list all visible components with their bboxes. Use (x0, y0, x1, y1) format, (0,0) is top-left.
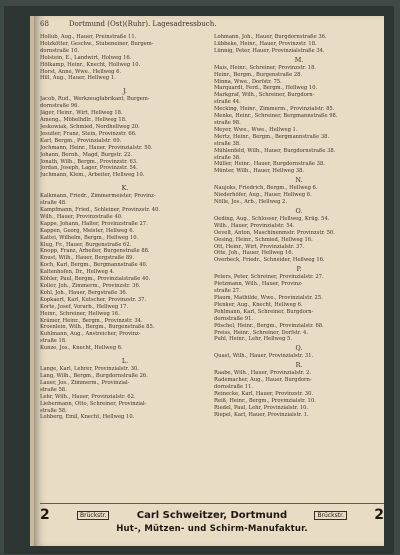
directory-entry: Müller, Heinr., Hauer, Burgdornstraße 38. (214, 161, 325, 168)
directory-entry: Kuhlmann, Aug., Anstreicher, Provinz- (40, 331, 141, 338)
directory-entry: Riepel, Karl, Hauer, Provinzialstr. 1. (214, 411, 309, 418)
section-letter: L. (121, 357, 129, 366)
directory-entry: straße 58. (40, 407, 67, 414)
directory-entry: Oesing, Heinr., Schmied, Hellweg 16. (214, 236, 313, 243)
section-letter: Q. (295, 344, 303, 353)
directory-entry: Meyer, Wwe., Wwe., Hellweg 1. (214, 126, 298, 133)
directory-entry: Liebermann, Otto, Schreiner, Provinzial- (40, 400, 147, 407)
directory-entry: Oevelt, Anton, Maschinenmstr. Provinzstr. 50. (214, 229, 335, 236)
directory-entry: Koller, Joh., Zimmerm., Provinzstr. 36. (40, 283, 141, 289)
section-letter: J. (122, 87, 128, 96)
directory-entry: Mertz, Heinr., Bergm., Bergmannstraße 38. (214, 133, 330, 140)
directory-entry: Lang, Wilh., Bergm., Burgdornstraße 26. (40, 372, 148, 379)
directory-entry: Otte, Joh., Hauer, Hellweg 16. (214, 250, 294, 257)
directory-entry: Heinr., Schreiner, Hellweg 16. (40, 310, 120, 317)
ad-left-number: 2 (40, 507, 50, 523)
directory-entry: Jäger, Heinr., Wirt, Hellweg 18. (40, 110, 123, 117)
directory-entry: Lehr, Wilh., Hauer, Provinzialstr. 62. (40, 393, 136, 400)
directory-entry: Quast, Wilh., Hauer, Provinzialstr. 31. (214, 353, 314, 360)
section-letter: P. (296, 265, 302, 274)
directory-entry: Jacob, Rud., Werkzeugfabrikant, Burgem- (40, 96, 150, 103)
directory-entry: Holzkötter, Geschw., Stubeneiner, Burgem- (40, 40, 154, 47)
directory-entry: Karl, Bergm., Provinzialstr. 69. (40, 137, 122, 144)
directory-entry: Puhl, Heinr., Lehr, Hellweg 5. (214, 336, 292, 343)
directory-entry: Holstein, E., Landwirt, Holweg 16. (40, 54, 132, 61)
directory-entry: Korte, Josef, Vorarb., Hellweg 17. (40, 303, 129, 310)
directory-entry: Marquardt, Ferd., Bergm., Hellweg 10. (214, 85, 318, 92)
page-number: 68 (40, 20, 49, 28)
right-column (214, 34, 384, 509)
ad-right-street: Brückstr. (314, 511, 346, 520)
directory-entry: Mühlenfeld, Wilh., Hauer, Burgdornstraße 38. (214, 147, 336, 154)
directory-entry: Oeding, Aug., Schlosser, Hellweg, Krüg. 54. (214, 215, 330, 222)
directory-entry: Lübbeke, Heinr., Hauer, Provinzstr. 18. (214, 40, 317, 47)
section-letter: N. (295, 176, 303, 185)
directory-entry: Preiss, Heinr., Schreiner, Dorfstr. 4. (214, 329, 308, 336)
left-column (40, 34, 210, 509)
directory-entry: Jesuiter, Franz, Stein, Provinzstr. 66. (40, 130, 137, 137)
directory-entry: Krämer, Heinr., Bergm., Provinzstr. 34. (40, 317, 143, 324)
directory-entry: Ott, Heinr., Wirt, Provinzialstr. 37. (214, 243, 305, 250)
page-header (40, 20, 330, 28)
section-letter: K. (121, 184, 129, 193)
directory-entry: Reiß, Heinr., Bergm., Provinzialstr. 10. (214, 397, 316, 404)
directory-entry: Koch, Karl, Bergm., Bergmannstraße 40. (40, 262, 148, 269)
directory-entry: Lohmann, Joh., Hauer, Burgdornstraße 36. (214, 34, 327, 40)
ad-tagline: Hut-, Mützen- und Schirm-Manufaktur. (116, 524, 308, 534)
directory-entry: Kaltenhofen, Dr., Hellweg 4. (40, 269, 115, 276)
directory-entry: Knopp, Franz, Arbeiter, Burgenstraße 88. (40, 248, 150, 255)
directory-entry: Peters, Peter, Schreiner, Provinzialstr. 27. (214, 274, 324, 281)
directory-entry: Plenker, Aug., Knecht, Hellweg 6. (214, 301, 303, 308)
directory-entry: Ameng., Möbelhdlr., Hellweg 18. (40, 117, 127, 124)
directory-entry: Kroenlein, Wilh., Bergm., Burgenstraße 85. (40, 324, 155, 331)
directory-entry: Hollub, Aug., Hauer, Preinstraße 11. (40, 34, 137, 40)
directory-entry: Jonath, Wilh., Bergm., Provinzstr. 63. (40, 158, 138, 165)
directory-entry: dornstraße 10. (40, 47, 80, 54)
section-letter: O. (295, 206, 303, 215)
directory-entry: Heinr., Bergm., Burgenstraße 28. (214, 71, 303, 78)
directory-entry: Naujoks, Friedrich, Bergm., Hellweg 6. (214, 185, 318, 192)
directory-entry: straße 48. (40, 200, 67, 207)
advertisement-main-row (40, 506, 384, 524)
directory-entry: Lünnig, Peter, Hauer, Provinzialstraße 34. (214, 47, 325, 54)
directory-entry: Hölkamp, Heinr., Knecht, Hollweg 10. (40, 61, 141, 68)
directory-entry: Horst, Anne, Wwe., Hellweg 6. (40, 68, 122, 75)
running-title: Dortmund (Ost)(Ruhr). Lagesadressbuch. (68, 20, 217, 28)
directory-entry: Reinecke, Karl, Hauer, Provinzstr. 30. (214, 390, 314, 397)
directory-entry: dornstraße 96. (40, 103, 80, 110)
directory-entry: Kappen, Georg, Meister, Hellweg 6. (40, 227, 135, 234)
directory-entry: Pohlmann, Karl, Schreiner, Burgdorn- (214, 308, 314, 315)
directory-entry: Nölle, Jos., Arb., Hellweg 2. (214, 199, 287, 206)
directory-entry: Kappe, Johann, Halter, Provinzstraße 27. (40, 220, 148, 227)
ad-right-number: 2 (374, 507, 384, 523)
section-letter: R. (295, 361, 303, 370)
directory-entry: dornstraße 91. (214, 315, 254, 322)
directory-entry: straße 27. (214, 288, 241, 295)
directory-entry: Lohberg, Emil, Knecht, Hellweg 10. (40, 414, 135, 421)
directory-entry: Kattei, Wilhelm, Bergm., Hellweg 10. (40, 234, 139, 241)
directory-entry: Münter, Wilh., Hauer, Hellweg 38. (214, 168, 305, 175)
directory-entry: Jochmann, Heinr., Hauer, Provinzialstr. 50. (40, 144, 153, 151)
directory-entry: Kopkaert, Karl, Kutscher, Provinzstr. 37. (40, 296, 147, 303)
directory-entry: Lange, Karl, Lehrer, Provinzialstr. 30. (40, 366, 139, 373)
directory-entry: Niederhöfer, Aug., Hauer, Hellweg 6. (214, 192, 312, 199)
directory-entry: straße 44. (214, 99, 241, 106)
directory-entry: Wilh., Hauer, Provinzialstr. 54. (214, 222, 295, 229)
ad-left-street: Brückstr. (77, 511, 109, 520)
directory-entry: Kunze, Jos., Knecht, Hellweg 6. (40, 345, 123, 352)
directory-entry: Menke, Heinr., Schreiner, Bergmannstraße 98. (214, 113, 338, 120)
directory-entry: Klug, Fr., Hauer, Burgenstraße 62. (40, 241, 132, 248)
directory-entry: Lauer, Jos., Zimmerm., Provinzial- (40, 379, 130, 386)
directory-entry: straße 38. (214, 140, 241, 147)
directory-entry: straße 58. (40, 386, 67, 393)
directory-entry: Mais, Heinr., Schreiner, Provinzstr. 18. (214, 64, 317, 71)
directory-entry: Raabe, Wilh., Hauer, Provinzialstr. 2. (214, 370, 312, 377)
ad-company-name: Carl Schweitzer, Dortmund (136, 509, 288, 521)
section-letter: M. (294, 55, 304, 64)
directory-entry: Kohl, Joh., Hauer, Bergstraße 36. (40, 289, 128, 296)
directory-entry: straße 18. (40, 338, 67, 345)
directory-entry: dornstraße 11. (214, 384, 254, 391)
directory-entry: Wilh., Hauer, Provinzstraße 40. (40, 213, 123, 220)
directory-entry: Riedel, Paul, Lehr, Provinzialstr. 10. (214, 404, 309, 411)
directory-entry: Mecking, Heinr., Zimmerm., Provinzialstr. 85. (214, 106, 335, 113)
advertisement-banner (40, 503, 384, 542)
directory-entry: Plaum, Mathilde, Wwe., Provinzialstr. 25. (214, 295, 323, 301)
directory-entry: Köhler, Paul, Bergm., Provinzialstraße 40. (40, 276, 151, 283)
directory-entry: Kalkmann, Friedr., Zimmermeister, Provinz- (40, 193, 156, 200)
directory-entry: Markgraf, Wilh., Schreiner, Burgdorn- (214, 92, 315, 99)
directory-entry: Kampfmann, Fried., Schleiner, Provinzstr. 40. (40, 207, 160, 214)
directory-columns (40, 34, 384, 509)
directory-entry: Pöschel, Heinr., Bergm., Provinzialstr. 68. (214, 322, 324, 329)
directory-entry: straße 98. (214, 119, 241, 126)
directory-entry: Juchmann, Klem., Arbeiter, Hellweg 10. (40, 172, 145, 179)
directory-entry: straße 38. (214, 154, 241, 161)
directory-entry: Johann, Bernh., Magd, Burgstr. 22. (40, 151, 133, 158)
directory-entry: Jordan, Joseph, Lager, Provinzstr. 54. (40, 165, 138, 172)
directory-entry: Pietzmann, Wilh., Hauer, Provinz- (214, 281, 303, 288)
directory-entry: Jeskowiak, Schmied, Nordhellweg 20. (40, 123, 140, 130)
directory-entry: Rademacher, Aug., Hauer, Burgdorn- (214, 377, 312, 384)
directory-entry: Minna, Wwe., Dorfstr. 75. (214, 78, 282, 85)
directory-entry: Overbeck, Friedr., Schneider, Hellweg 16. (214, 257, 325, 264)
directory-entry: Knust, Wilh., Hauer, Bergstraße 89. (40, 255, 135, 262)
directory-entry: Hill, Aug., Hauer, Hellweg 1. (40, 75, 116, 82)
